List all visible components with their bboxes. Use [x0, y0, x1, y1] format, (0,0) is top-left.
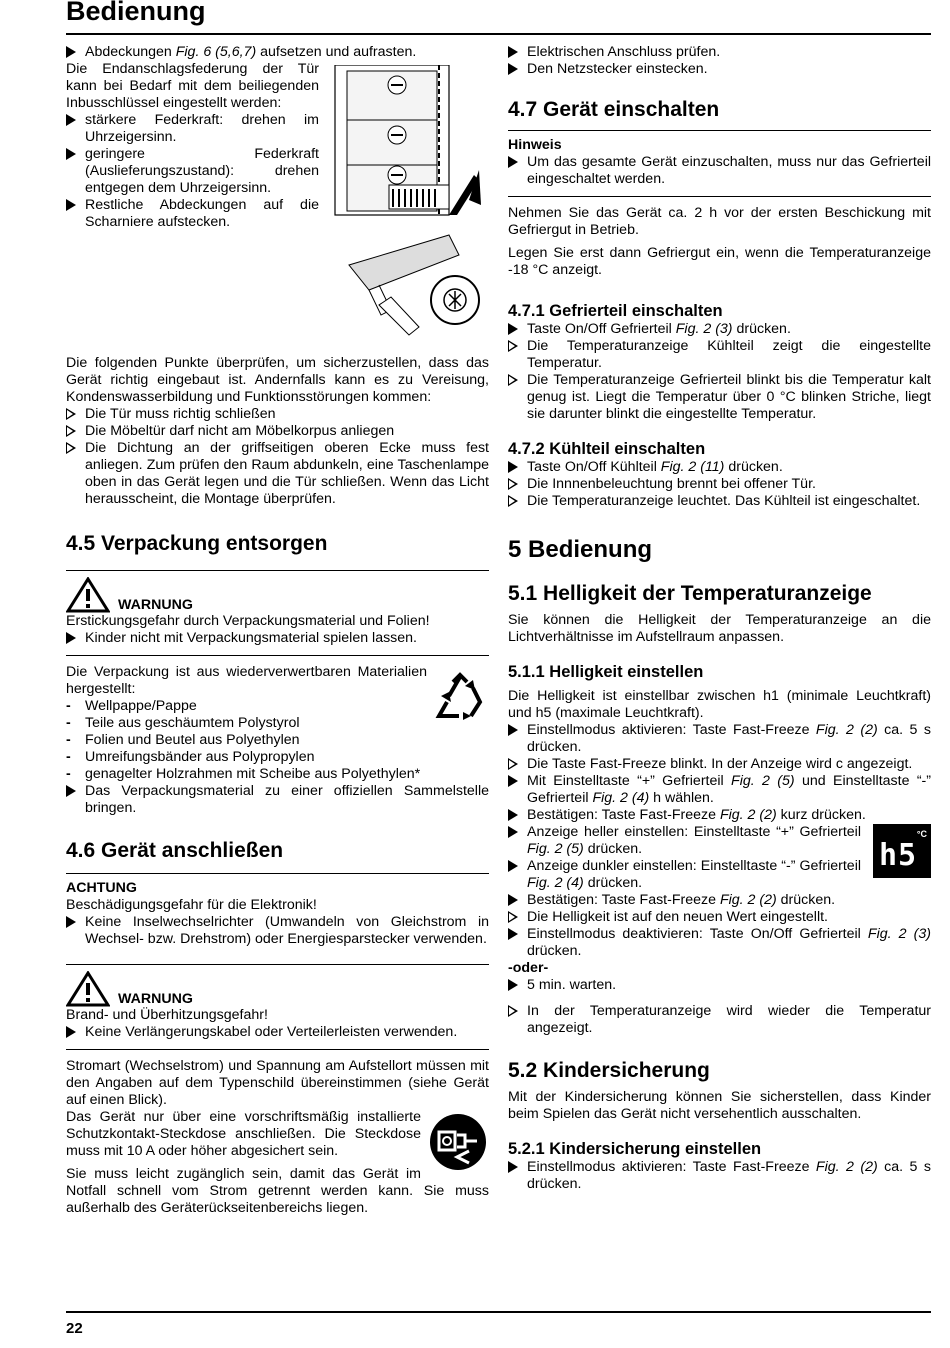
- figure-ref: Fig. 2 (4): [592, 790, 650, 806]
- result-bullet-icon: [66, 425, 76, 437]
- result-item: Die Innnenbeleuchtung brennt bei offener Tür.: [508, 476, 931, 493]
- play-bullet-icon: [508, 775, 518, 787]
- figure-ref: Fig. 2 (5): [731, 773, 795, 789]
- subsection-heading: 5.2.1 Kindersicherung einstellen: [508, 1140, 762, 1158]
- right-column: [508, 44, 931, 1193]
- dash-bullet-icon: -: [66, 749, 71, 765]
- page-header: [66, 0, 931, 35]
- material-item: - Teile aus geschäumtem Polystyrol: [66, 715, 300, 731]
- play-bullet-icon: [66, 785, 76, 797]
- instruction-item: Mit Einstelltaste “+” Gefrierteil Fig. 2 (5) und Einstelltaste “-” Gefrierteil Fig. 2 (4) h wählen.: [508, 773, 931, 807]
- instruction-item: 5 min. warten.: [508, 977, 931, 994]
- footer-rule: [66, 1311, 931, 1313]
- instruction-item: Das Verpackungsmaterial zu einer offiziellen Sammelstelle bringen.: [66, 783, 489, 817]
- section-heading: 5.1 Helligkeit der Temperaturanzeige: [508, 582, 872, 605]
- play-bullet-icon: [508, 894, 518, 906]
- result-bullet-icon: [508, 374, 518, 386]
- play-bullet-icon: [508, 860, 518, 872]
- instruction-item: Einstellmodus deaktivieren: Taste On/Off Gefrierteil Fig. 2 (3) drücken.: [508, 926, 931, 960]
- subsection-heading: 5.1.1 Helligkeit einstellen: [508, 663, 704, 681]
- dash-bullet-icon: -: [66, 766, 71, 782]
- paragraph: Sie muss leicht zugänglich sein, damit das Gerät im Notfall schnell vom Strom getrennt werden kann. Sie muss außerhalb des Geräterückseitenbereichs liegen.: [66, 1166, 489, 1216]
- result-bullet-icon: [66, 442, 76, 454]
- warning-box: [66, 570, 489, 647]
- paragraph: Die Endanschlagsfederung der Tür kann bei Bedarf mit dem beiliegenden Inbusschlüssel eingestellt werden:: [66, 61, 319, 111]
- result-bullet-icon: [508, 478, 518, 490]
- instruction-item: Kinder nicht mit Verpackungsmaterial spielen lassen.: [66, 630, 489, 647]
- instruction-item: Um das gesamte Gerät einzuschalten, muss nur das Gefrierteil eingeschaltet werden.: [508, 154, 931, 188]
- warning-text: Brand- und Überhitzungsgefahr!: [66, 1007, 268, 1023]
- figure-ref: Fig. 2 (4): [527, 875, 584, 891]
- figure-ref: Fig. 6 (5,6,7): [175, 44, 257, 60]
- subsection-heading: 4.7.2 Kühlteil einschalten: [508, 440, 706, 458]
- instruction-item: Abdeckungen Fig. 6 (5,6,7) aufsetzen und aufrasten.: [66, 44, 489, 61]
- warning-triangle-icon: [66, 971, 110, 1007]
- dash-bullet-icon: -: [66, 698, 71, 714]
- paragraph: Das Gerät nur über eine vorschriftsmäßig installierte Schutzkontakt-Steckdose anschließen. Die Steckdose muss mit 10 A oder höher abgesichert sein.: [66, 1109, 421, 1159]
- instruction-item: Elektrischen Anschluss prüfen.: [508, 44, 931, 61]
- instruction-item: Einstellmodus aktivieren: Taste Fast-Freeze Fig. 2 (2) ca. 5 s drücken.: [508, 1159, 931, 1193]
- section-heading: 4.5 Verpackung entsorgen: [66, 532, 328, 555]
- play-bullet-icon: [508, 461, 518, 473]
- instruction-item: Keine Verlängerungskabel oder Verteilerleisten verwenden.: [66, 1024, 489, 1041]
- subsection-heading: 4.7.1 Gefrierteil einschalten: [508, 302, 723, 320]
- figure-ref: Fig. 2 (2): [815, 1159, 878, 1175]
- result-item: Die Temperaturanzeige leuchtet. Das Kühlteil ist eingeschaltet.: [508, 493, 931, 510]
- play-bullet-icon: [66, 114, 76, 126]
- result-bullet-icon: [508, 1005, 518, 1017]
- figure-ref: Fig. 2 (11): [660, 459, 725, 475]
- paragraph: Stromart (Wechselstrom) und Spannung am Aufstellort müssen mit den Angaben auf dem Typenschild übereinstimmen (siehe Gerät auf einen Blick).: [66, 1058, 489, 1108]
- instruction-item: Taste On/Off Kühlteil Fig. 2 (11) drücken.: [508, 459, 931, 476]
- instruction-item: Restliche Abdeckungen auf die Scharniere aufstecken.: [66, 197, 489, 231]
- play-bullet-icon: [508, 724, 518, 736]
- play-bullet-icon: [508, 156, 518, 168]
- instruction-item: Den Netzstecker einstecken.: [508, 61, 931, 78]
- paragraph: Die Helligkeit ist einstellbar zwischen h1 (minimale Leuchtkraft) und h5 (maximale Leuchtkraft).: [508, 688, 931, 721]
- warning-text: Erstickungsgefahr durch Verpackungsmaterial und Folien!: [66, 613, 430, 629]
- figure-ref: Fig. 2 (2): [719, 807, 777, 823]
- instruction-item: Einstellmodus aktivieren: Taste Fast-Freeze Fig. 2 (2) ca. 5 s drücken.: [508, 722, 931, 756]
- play-bullet-icon: [66, 46, 76, 58]
- result-bullet-icon: [508, 758, 518, 770]
- play-bullet-icon: [508, 826, 518, 838]
- result-bullet-icon: [508, 340, 518, 352]
- play-bullet-icon: [508, 46, 518, 58]
- paragraph: Die folgenden Punkte überprüfen, um sicherzustellen, dass das Gerät richtig eingebaut ist. Andernfalls kann es zu Vereisung, Kondenswasserbildung und Funktionsstörungen kommen:: [66, 355, 489, 405]
- play-bullet-icon: [508, 928, 518, 940]
- result-item: Die Möbeltür darf nicht am Möbelkorpus anliegen: [66, 423, 489, 440]
- paragraph: Legen Sie erst dann Gefriergut ein, wenn die Temperaturanzeige -18 °C anzeigt.: [508, 245, 931, 278]
- play-bullet-icon: [66, 1026, 76, 1038]
- warning-triangle-icon: [66, 577, 110, 613]
- display-value: h5: [879, 838, 918, 873]
- material-item: - Umreifungsbänder aus Polypropylen: [66, 749, 315, 765]
- material-item: - genagelter Holzrahmen mit Scheibe aus Polyethylen*: [66, 766, 421, 782]
- page-number: 22: [66, 1320, 83, 1337]
- play-bullet-icon: [508, 979, 518, 991]
- figure-ref: Fig. 2 (5): [527, 841, 584, 857]
- page-title: Bedienung: [66, 0, 206, 26]
- section-heading: 4.7 Gerät einschalten: [508, 98, 720, 121]
- instruction-item: Bestätigen: Taste Fast-Freeze Fig. 2 (2) drücken.: [508, 892, 931, 909]
- material-item: - Wellpappe/Pappe: [66, 698, 197, 714]
- result-item: Die Temperaturanzeige Kühlteil zeigt die eingestellte Temperatur.: [508, 338, 931, 372]
- caution-text: Beschädigungsgefahr für die Elektronik!: [66, 897, 317, 913]
- material-item: - Folien und Beutel aus Polyethylen: [66, 732, 300, 748]
- paragraph: Nehmen Sie das Gerät ca. 2 h vor der ersten Beschickung mit Gefriergut in Betrieb.: [508, 205, 931, 238]
- play-bullet-icon: [508, 63, 518, 75]
- play-bullet-icon: [66, 632, 76, 644]
- section-heading: 5.2 Kindersicherung: [508, 1059, 710, 1082]
- play-bullet-icon: [66, 199, 76, 211]
- instruction-item: stärkere Federkraft: drehen im Uhrzeigersinn.: [66, 112, 489, 146]
- warning-label: WARNUNG: [118, 597, 193, 613]
- warning-label: WARNUNG: [118, 991, 193, 1007]
- paragraph: Sie können die Helligkeit der Temperaturanzeige an die Lichtverhältnisse im Aufstellraum anpassen.: [508, 612, 931, 645]
- hint-label: Hinweis: [508, 137, 562, 153]
- display-unit: °C: [916, 829, 927, 839]
- figure-ref: Fig. 2 (2): [815, 722, 878, 738]
- play-bullet-icon: [508, 809, 518, 821]
- caution-box: [66, 873, 489, 948]
- result-item: Die Helligkeit ist auf den neuen Wert eingestellt.: [508, 909, 931, 926]
- dash-bullet-icon: -: [66, 732, 71, 748]
- result-bullet-icon: [508, 495, 518, 507]
- result-item: Die Taste Fast-Freeze blinkt. In der Anzeige wird c angezeigt.: [508, 756, 931, 773]
- instruction-item: Bestätigen: Taste Fast-Freeze Fig. 2 (2) kurz drücken.: [508, 807, 931, 824]
- chapter-heading: 5 Bedienung: [508, 536, 653, 563]
- result-item: Die Tür muss richtig schließen: [66, 406, 489, 423]
- figure-ref: Fig. 2 (2): [719, 892, 777, 908]
- result-bullet-icon: [508, 911, 518, 923]
- play-bullet-icon: [66, 916, 76, 928]
- instruction-item: geringere Federkraft (Auslieferungszustand): drehen entgegen dem Uhrzeigersinn.: [66, 146, 489, 197]
- play-bullet-icon: [66, 148, 76, 160]
- instruction-item: Taste On/Off Gefrierteil Fig. 2 (3) drücken.: [508, 321, 931, 338]
- instruction-item: Keine Inselwechselrichter (Umwandeln von Gleichstrom in Wechsel- bzw. Drehstrom) oder Energiesparstecker verwenden.: [66, 914, 489, 948]
- warning-box: [66, 964, 489, 1041]
- paragraph: Mit der Kindersicherung können Sie sicherstellen, dass Kinder beim Spielen das Gerät nicht versehentlich ausschalten.: [508, 1089, 931, 1122]
- result-item: In der Temperaturanzeige wird wieder die Temperatur angezeigt.: [508, 1003, 931, 1037]
- result-item: Die Dichtung an der griffseitigen oberen Ecke muss fest anliegen. Zum prüfen den Raum abdunkeln, eine Taschenlampe oben in das Gerät legen und die Tür schließen. Wenn das Licht herausscheint, die Montage überprüfen.: [66, 440, 489, 508]
- paragraph: Die Verpackung ist aus wiederverwertbaren Materialien hergestellt:: [66, 664, 427, 697]
- result-item: Die Temperaturanzeige Gefrierteil blinkt bis die Temperatur kalt genug ist. Liegt die Temperatur über 0 °C blinken Striche, liegt sie darunter blinkt die eingestellte Temperatur.: [508, 372, 931, 423]
- instruction-item: Anzeige dunkler einstellen: Einstelltaste “-” Gefrierteil Fig. 2 (4) drücken.: [508, 858, 931, 892]
- section-heading: 4.6 Gerät anschließen: [66, 839, 284, 862]
- figure-ref: Fig. 2 (3): [867, 926, 931, 942]
- play-bullet-icon: [508, 1161, 518, 1173]
- result-bullet-icon: [66, 408, 76, 420]
- left-column: [66, 44, 489, 1217]
- play-bullet-icon: [508, 323, 518, 335]
- figure-ref: Fig. 2 (3): [675, 321, 733, 337]
- plug-icon: [429, 1113, 489, 1173]
- caution-label: ACHTUNG: [66, 880, 137, 896]
- hint-box: [508, 130, 931, 188]
- alternative-label: -oder-: [508, 960, 549, 976]
- dash-bullet-icon: -: [66, 715, 71, 731]
- instruction-item: Anzeige heller einstellen: Einstelltaste “+” Gefrierteil Fig. 2 (5) drücken.: [508, 824, 931, 858]
